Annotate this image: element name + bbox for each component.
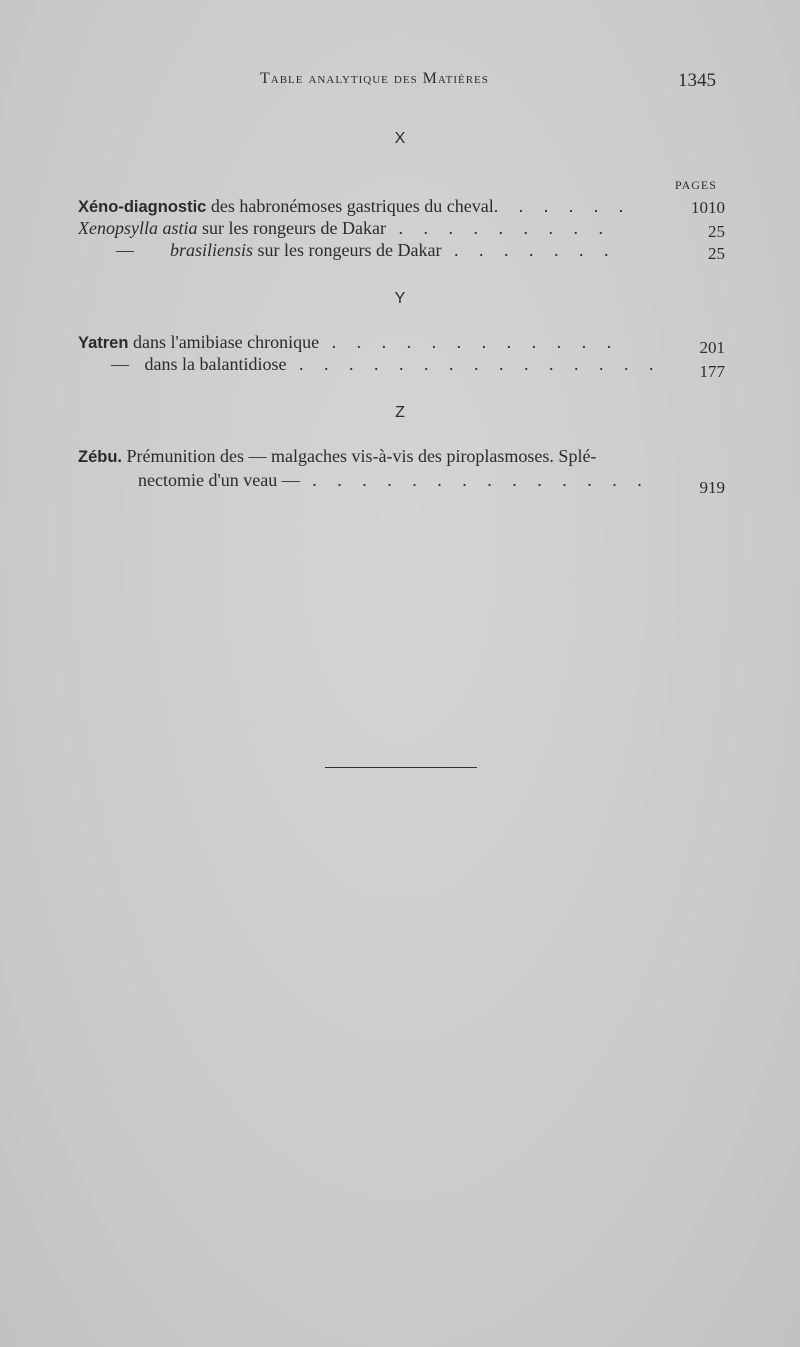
- entry-keyword: Yatren: [78, 334, 129, 352]
- entry-page-number: 177: [699, 362, 725, 381]
- entry-text: nectomie d'un veau —: [138, 470, 300, 490]
- leader-dots: . . . . . . . . . . . .: [319, 332, 620, 352]
- entry-text: dans l'amibiase chronique: [128, 332, 320, 352]
- pages-column-label: PAGES: [675, 178, 717, 192]
- ditto-dash: —: [116, 240, 134, 260]
- entry-species: brasiliensis: [170, 240, 254, 260]
- entry-text: sur les rongeurs de Dakar: [197, 218, 386, 238]
- entry-text: sur les rongeurs de Dakar: [253, 240, 442, 260]
- entry-page-number: 25: [708, 222, 725, 241]
- index-entry: [78, 196, 648, 218]
- leader-dots: . . . . . .: [493, 196, 632, 216]
- index-entry: [78, 332, 648, 354]
- section-letter-x: X: [394, 130, 406, 147]
- section-letter-z: Z: [395, 404, 405, 421]
- index-entry: [78, 354, 670, 376]
- entry-page-number: 201: [699, 338, 725, 357]
- entry-text: dans la balantidiose: [140, 354, 287, 374]
- running-title: Table analytique des Matières: [260, 70, 489, 87]
- closing-rule: [325, 767, 477, 768]
- entry-page-number: 1010: [691, 198, 725, 217]
- entry-text: des habronémoses gastriques du cheval: [206, 196, 494, 216]
- entry-species: Xenopsylla astia: [78, 218, 198, 238]
- page-number: 1345: [678, 70, 716, 91]
- leader-dots: . . . . . . .: [441, 240, 617, 260]
- index-entry: [78, 446, 658, 468]
- ditto-dash: —: [111, 354, 129, 374]
- index-entry: [78, 240, 670, 262]
- leader-dots: . . . . . . . . . . . . . .: [299, 470, 650, 490]
- leader-dots: . . . . . . . . . . . . . . .: [286, 354, 662, 374]
- entry-text: Prémunition des — malgaches vis-à-vis des piroplasmoses. Splé-: [122, 446, 597, 466]
- index-entry: [78, 218, 648, 240]
- entry-page-number: 919: [699, 478, 725, 497]
- entry-keyword: Xéno-diagnostic: [78, 198, 207, 216]
- entry-page-number: 25: [708, 244, 725, 263]
- section-letter-y: Y: [394, 290, 406, 307]
- entry-keyword: Zébu.: [78, 448, 122, 466]
- index-entry-continuation: [78, 470, 708, 492]
- leader-dots: . . . . . . . . .: [385, 218, 611, 238]
